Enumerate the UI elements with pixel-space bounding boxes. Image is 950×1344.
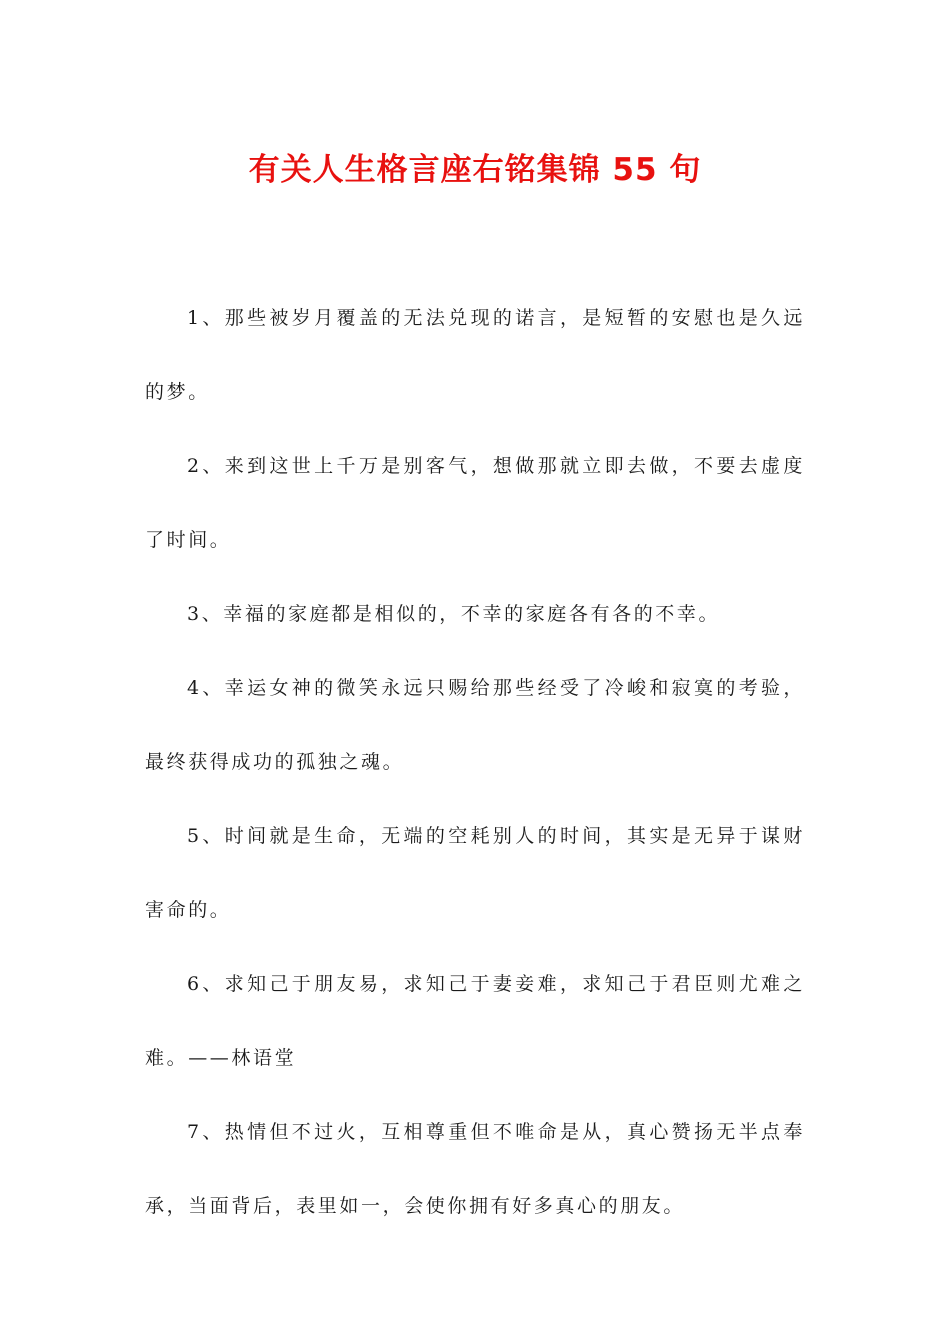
document-body [145, 281, 805, 1243]
paragraph-6: 6、求知己于朋友易，求知己于妻妾难，求知己于君臣则尤难之难。——林语堂 [145, 973, 805, 1069]
paragraph-1: 1、那些被岁月覆盖的无法兑现的诺言，是短暂的安慰也是久远的梦。 [145, 307, 805, 403]
document-title: 有关人生格言座右铭集锦 55 句 [248, 152, 702, 188]
paragraph-5: 5、时间就是生命，无端的空耗别人的时间，其实是无异于谋财害命的。 [145, 825, 805, 921]
paragraph-2: 2、来到这世上千万是别客气，想做那就立即去做，不要去虚度了时间。 [145, 455, 805, 551]
paragraph-3: 3、幸福的家庭都是相似的，不幸的家庭各有各的不幸。 [187, 603, 721, 625]
paragraph-4: 4、幸运女神的微笑永远只赐给那些经受了冷峻和寂寞的考验，最终获得成功的孤独之魂。 [145, 677, 805, 773]
paragraph-7: 7、热情但不过火，互相尊重但不唯命是从，真心赞扬无半点奉承，当面背后，表里如一，会使你拥有好多真心的朋友。 [145, 1121, 805, 1217]
